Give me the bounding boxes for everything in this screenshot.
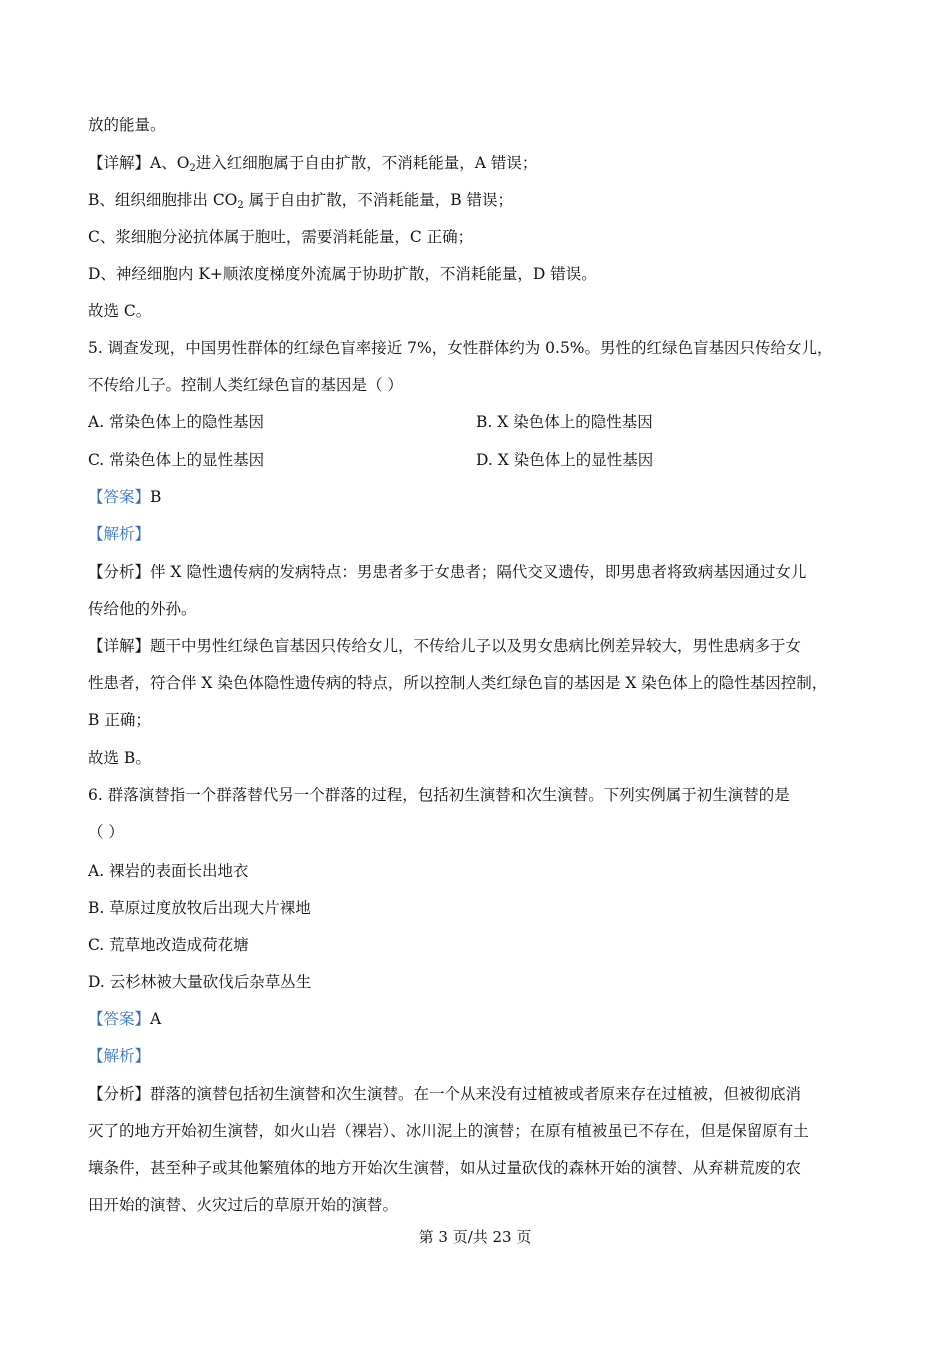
answer-value: A [150, 1010, 162, 1028]
conclusion-text: 故选 B。 [88, 749, 151, 767]
analysis-text: 【分析】伴 X 隐性遗传病的发病特点：男患者多于女患者；隔代交叉遗传，即男患者将致病基因通过女儿 [88, 563, 807, 581]
analysis-text: 传给他的外孙。 [88, 600, 197, 618]
subscript: 2 [237, 200, 244, 211]
answer-label: 【答案】 [88, 1010, 151, 1028]
option-a: A. 常染色体上的隐性基因 [88, 413, 265, 431]
option-d: D. X 染色体上的显性基因 [476, 451, 654, 469]
question-6-stem: 6. 群落演替指一个群落替代另一个群落的过程，包括初生演替和次生演替。下列实例属于初生演替的是 [88, 786, 790, 804]
analysis-text: 田开始的演替、火灾过后的草原开始的演替。 [88, 1196, 399, 1214]
detail-line [88, 152, 537, 174]
detail-text-b: 进入红细胞属于自由扩散，不消耗能量，A 错误； [195, 154, 538, 172]
option-c: C. 荒草地改造成荷花塘 [88, 936, 249, 954]
text-line: C、浆细胞分泌抗体属于胞吐，需要消耗能量，C 正确； [88, 228, 474, 246]
question-6-stem-cont: （ ） [88, 823, 124, 841]
answer-label: 【答案】 [88, 488, 151, 506]
detail-text: 性患者，符合伴 X 染色体隐性遗传病的特点，所以控制人类红绿色盲的基因是 X 染色体上的隐性基因控制， [88, 674, 828, 692]
text-line: 故选 C。 [88, 302, 152, 320]
text-b: 属于自由扩散，不消耗能量，B 错误； [243, 191, 514, 209]
detail-text: B 正确； [88, 711, 151, 729]
answer-line [88, 1008, 161, 1030]
option-b: B. 草原过度放牧后出现大片裸地 [88, 899, 311, 917]
answer-value: B [150, 488, 162, 506]
text-line: 放的能量。 [88, 116, 166, 134]
text-line [88, 189, 513, 211]
text-a: B、组织细胞排出 CO [88, 191, 238, 209]
detail-text: 【详解】题干中男性红绿色盲基因只传给女儿，不传给儿子以及男女患病比例差异较大，男性患病多于女 [88, 637, 802, 655]
analysis-text: 【分析】群落的演替包括初生演替和次生演替。在一个从来没有过植被或者原来存在过植被，但被彻底消 [88, 1085, 802, 1103]
option-d: D. 云杉林被大量砍伐后杂草丛生 [88, 973, 312, 991]
answer-line [88, 486, 161, 508]
detail-text-a: 【详解】A、O [88, 154, 190, 172]
option-c: C. 常染色体上的显性基因 [88, 451, 265, 469]
subscript: 2 [189, 163, 196, 174]
question-5-stem-cont: 不传给儿子。控制人类红绿色盲的基因是（ ） [88, 376, 403, 394]
analysis-label: 【解析】 [88, 525, 151, 543]
analysis-label: 【解析】 [88, 1047, 151, 1065]
option-b: B. X 染色体上的隐性基因 [476, 413, 653, 431]
question-5-stem: 5. 调查发现，中国男性群体的红绿色盲率接近 7%，女性群体约为 0.5%。男性的红绿色盲基因只传给女儿， [88, 339, 833, 357]
option-a: A. 裸岩的表面长出地衣 [88, 862, 249, 880]
analysis-text: 灭了的地方开始初生演替，如火山岩（裸岩）、冰川泥上的演替；在原有植被虽已不存在，但是保留原有土 [88, 1122, 809, 1140]
text-line: D、神经细胞内 K+顺浓度梯度外流属于协助扩散，不消耗能量，D 错误。 [88, 265, 597, 283]
analysis-text: 壤条件，甚至种子或其他繁殖体的地方开始次生演替，如从过量砍伐的森林开始的演替、从弃耕荒废的农 [88, 1159, 802, 1177]
page-footer: 第 3 页/共 23 页 [418, 1228, 532, 1246]
